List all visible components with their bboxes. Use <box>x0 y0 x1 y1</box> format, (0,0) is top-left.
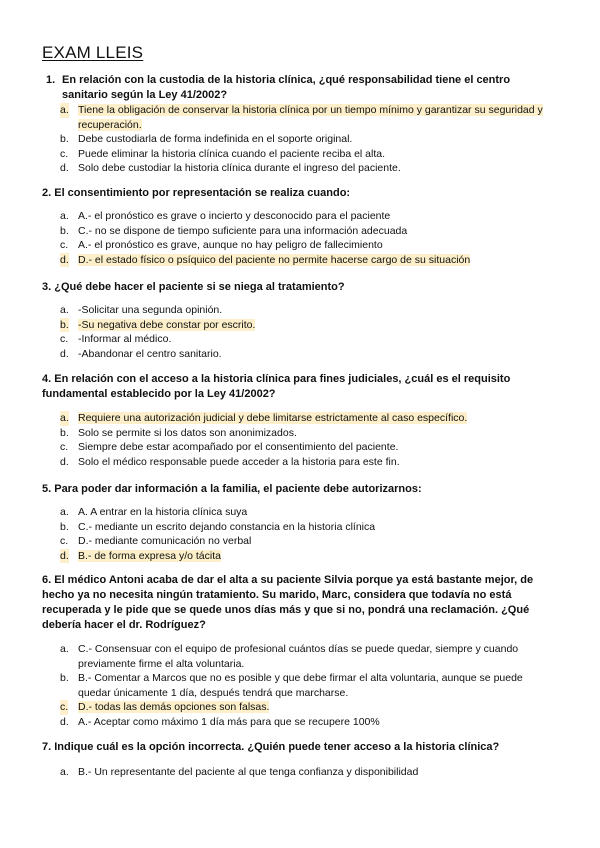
option-5d[interactable]: d. B.- de forma expresa y/o tácita <box>60 549 221 562</box>
question-2 <box>42 186 562 201</box>
options-list-5 <box>0 505 600 563</box>
question-5 <box>42 482 562 497</box>
option-6d[interactable]: d. A.- Aceptar como máximo 1 día más para que se recupere 100% <box>60 715 380 728</box>
option-4d[interactable]: d. Solo el médico responsable puede acceder a la historia para este fin. <box>60 455 400 468</box>
options-list-6 <box>0 642 600 729</box>
option-1b[interactable]: b. Debe custodiarla de forma indefinida en el soporte original. <box>60 133 353 145</box>
option-2d[interactable]: d. D.- el estado físico o psíquico del paciente no permite hacerse cargo de su situación <box>60 253 471 266</box>
option-4a[interactable]: a. Requiere una autorización judicial y debe limitarse estrictamente al caso específico. <box>60 412 468 424</box>
options-list-1 <box>0 103 600 176</box>
option-5b[interactable]: b. C.- mediante un escrito dejando constancia en la historia clínica <box>60 520 376 533</box>
question-7 <box>42 740 562 755</box>
option-1d[interactable]: d. Solo debe custodiar la historia clínica durante el ingreso del paciente. <box>60 162 401 174</box>
question-text: 5. Para poder dar información a la familia, el paciente debe autorizarnos: <box>42 483 422 495</box>
option-2b[interactable]: b. C.- no se dispone de tiempo suficiente para una información adecuada <box>60 224 408 237</box>
option-1c[interactable]: c. Puede eliminar la historia clínica cuando el paciente reciba el alta. <box>60 147 386 160</box>
options-list-7 <box>0 765 600 780</box>
option-3b[interactable]: b. -Su negativa debe constar por escrito. <box>60 318 256 331</box>
question-4 <box>42 372 562 402</box>
option-6a[interactable]: a. C.- Consensuar con el equipo de profesional cuántos días se puede quedar, siempre y cuando previamente firme el alta voluntaria. <box>60 643 519 670</box>
option-5a[interactable]: a. A. A entrar en la historia clínica suya <box>60 506 248 518</box>
option-1a[interactable]: a. Tiene la obligación de conservar la historia clínica por un tiempo mínimo y garantizar su seguridad y recuperación. <box>60 104 543 131</box>
option-4c[interactable]: c. Siempre debe estar acompañado por el consentimiento del paciente. <box>60 441 399 453</box>
question-3 <box>42 280 562 295</box>
options-list-3 <box>0 303 600 361</box>
options-list-4 <box>0 411 600 469</box>
option-3a[interactable]: a. -Solicitar una segunda opinión. <box>60 304 223 316</box>
options-list-2 <box>0 209 600 267</box>
option-6b[interactable]: b. B.- Comentar a Marcos que no es posible y que debe firmar el alta voluntaria, aunque se puede quedar únicamente 1 día, después tendrá que marcharse. <box>60 672 523 699</box>
question-text: 7. Indique cuál es la opción incorrecta. ¿Quién puede tener acceso a la historia clínica? <box>42 741 500 753</box>
option-6c[interactable]: c. D.- todas las demás opciones son falsas. <box>60 701 270 713</box>
question-text: En relación con la custodia de la historia clínica, ¿qué responsabilidad tiene el centro sanitario según la Ley 41/2002? <box>62 74 511 101</box>
option-5c[interactable]: c. D.- mediante comunicación no verbal <box>60 535 252 547</box>
question-6 <box>42 573 562 633</box>
question-number: 1. <box>46 74 56 86</box>
option-7a[interactable]: a. B.- Un representante del paciente al que tenga confianza y disponibilidad <box>60 766 419 778</box>
option-3c[interactable]: c. -Informar al médico. <box>60 333 172 345</box>
question-text: 6. El médico Antoni acaba de dar el alta a su paciente Silvia porque ya está bastante mejor, de hecho ya no necesita ningún tratamiento. Su marido, Marc, considera que todavía no está recuperada y le pide que se quede unos días más y que si no, pondrá una reclamación. ¿Qué debería hacer el dr. Rodríguez? <box>42 574 534 631</box>
question-text: 2. El consentimiento por representación se realiza cuando: <box>42 187 351 199</box>
option-2a[interactable]: a. A.- el pronóstico es grave o incierto y desconocido para el paciente <box>60 210 391 222</box>
option-4b[interactable]: b. Solo se permite si los datos son anonimizados. <box>60 426 297 439</box>
page-title: EXAM LLEIS <box>42 43 144 62</box>
option-3d[interactable]: d. -Abandonar el centro sanitario. <box>60 347 222 360</box>
option-2c[interactable]: c. A.- el pronóstico es grave, aunque no hay peligro de fallecimiento <box>60 239 383 251</box>
question-text: 3. ¿Qué debe hacer el paciente si se niega al tratamiento? <box>42 281 345 293</box>
question-text: 4. En relación con el acceso a la historia clínica para fines judiciales, ¿cuál es el requisito fundamental establecido por la Ley 41/2002? <box>42 373 511 400</box>
question-1 <box>46 73 532 103</box>
